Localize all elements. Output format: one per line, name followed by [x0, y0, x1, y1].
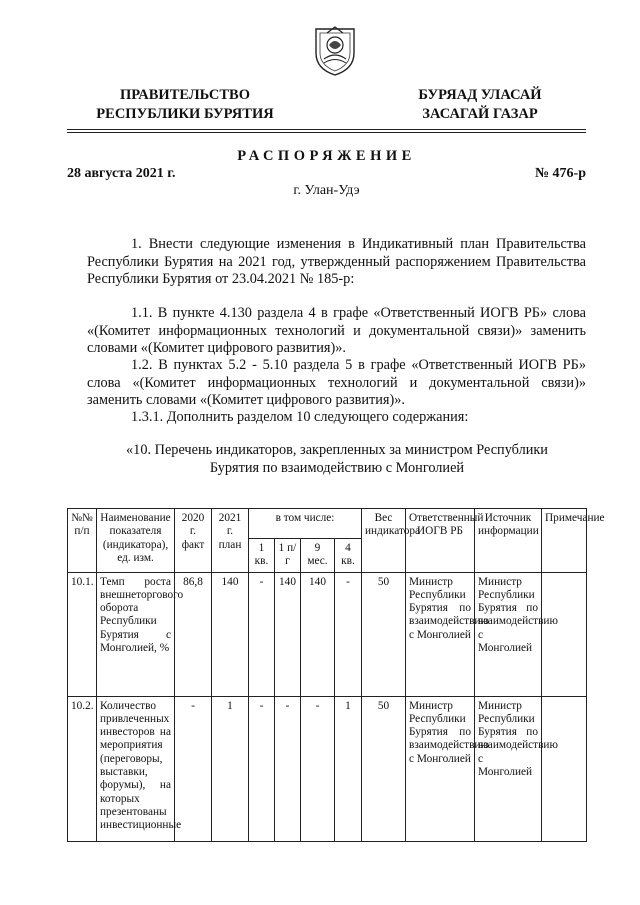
government-name-ru [80, 86, 290, 124]
document-date: 28 августа 2021 г. [67, 166, 176, 181]
row-num: 10.1. [68, 572, 97, 696]
row-h1: 140 [275, 572, 301, 696]
row-source: Министр Республики Бурятия по взаимодействию с Монголией [475, 696, 542, 841]
row-q1: - [249, 572, 275, 696]
row-q4: 1 [335, 696, 362, 841]
row-weight: 50 [362, 696, 406, 841]
row-9m: - [301, 696, 335, 841]
government-name-line1: ПРАВИТЕЛЬСТВО [120, 87, 250, 103]
document-city: г. Улан-Удэ [293, 183, 360, 198]
table-row [68, 572, 587, 696]
header-divider-2 [67, 132, 586, 133]
coat-of-arms-emblem [312, 25, 358, 77]
row-9m: 140 [301, 572, 335, 696]
section-title-line2: Бурятия по взаимодействию с Монголией [209, 459, 465, 476]
row-2020: - [175, 696, 212, 841]
row-note [542, 572, 587, 696]
row-name: Количество привлеченных инвесторов на мероприятия (переговоры, выставки, форумы), на которых презентованы инвестиционные [97, 696, 175, 841]
government-name-bua-line2: ЗАСАГАЙ ГАЗАР [422, 106, 538, 122]
header-name: Наименование показателя (индикатора), ед. изм. [97, 509, 175, 573]
row-weight: 50 [362, 572, 406, 696]
row-source: Министр Республики Бурятия по взаимодействию с Монголией [475, 572, 542, 696]
header-h1: 1 п/г [275, 539, 301, 573]
section-title-line1: «10. Перечень индикаторов, закрепленных за министром Республики [126, 442, 548, 458]
row-num: 10.2. [68, 696, 97, 841]
paragraph-1-2: 1.2. В пунктах 5.2 - 5.10 раздела 5 в графе «Ответственный ИОГВ РБ» слова «(Комитет информационных технологий и документальной связи)» заменить словами «(Комитет цифрового развития)». [87, 357, 586, 408]
row-2021: 1 [212, 696, 249, 841]
document-number: № 476-р [534, 166, 586, 181]
row-name: Темп роста внешнеторгового оборота Республики Бурятия с Монголией, % [97, 572, 175, 696]
row-2021: 140 [212, 572, 249, 696]
government-name-line2: РЕСПУБЛИКИ БУРЯТИЯ [96, 106, 274, 122]
row-q4: - [335, 572, 362, 696]
section-title [67, 442, 607, 477]
header-q1: 1 кв. [249, 539, 275, 573]
table-header-row [68, 509, 587, 539]
indicators-table [67, 508, 605, 842]
header-including: в том числе: [249, 509, 362, 539]
header-9m: 9 мес. [301, 539, 335, 573]
row-responsible: Министр Республики Бурятия по взаимодействию с Монголией [406, 572, 475, 696]
header-q4: 4 кв. [335, 539, 362, 573]
header-note: Примечание [542, 509, 587, 573]
header-num: №№ п/п [68, 509, 97, 573]
government-name-bua [385, 86, 575, 124]
row-q1: - [249, 696, 275, 841]
document-type-title: РАСПОРЯЖЕНИЕ [237, 148, 416, 164]
table-row [68, 696, 587, 841]
paragraph-1-1: 1.1. В пункте 4.130 раздела 4 в графе «Ответственный ИОГВ РБ» слова «(Комитет информационных технологий и документальной связи)» заменить словами «(Комитет цифрового развития)». [87, 305, 586, 356]
header-weight: Вес индикатора [362, 509, 406, 573]
header-2021: 2021 г. план [212, 509, 249, 573]
paragraph-1-3-1: 1.3.1. Дополнить разделом 10 следующего содержания: [131, 409, 469, 425]
row-responsible: Министр Республики Бурятия по взаимодействию с Монголией [406, 696, 475, 841]
row-note [542, 696, 587, 841]
header-divider [67, 129, 586, 130]
paragraph-1: 1. Внести следующие изменения в Индикативный план Правительства Республики Бурятия на 2021 год, утвержденный распоряжением Правительства Республики Бурятия от 23.04.2021 № 185-р: [87, 236, 586, 287]
row-2020: 86,8 [175, 572, 212, 696]
header-2020: 2020 г. факт [175, 509, 212, 573]
government-name-bua-line1: БУРЯАД УЛАСАЙ [418, 87, 542, 103]
row-h1: - [275, 696, 301, 841]
header-source: Источник информации [475, 509, 542, 573]
header-responsible: Ответственный ИОГВ РБ [406, 509, 475, 573]
